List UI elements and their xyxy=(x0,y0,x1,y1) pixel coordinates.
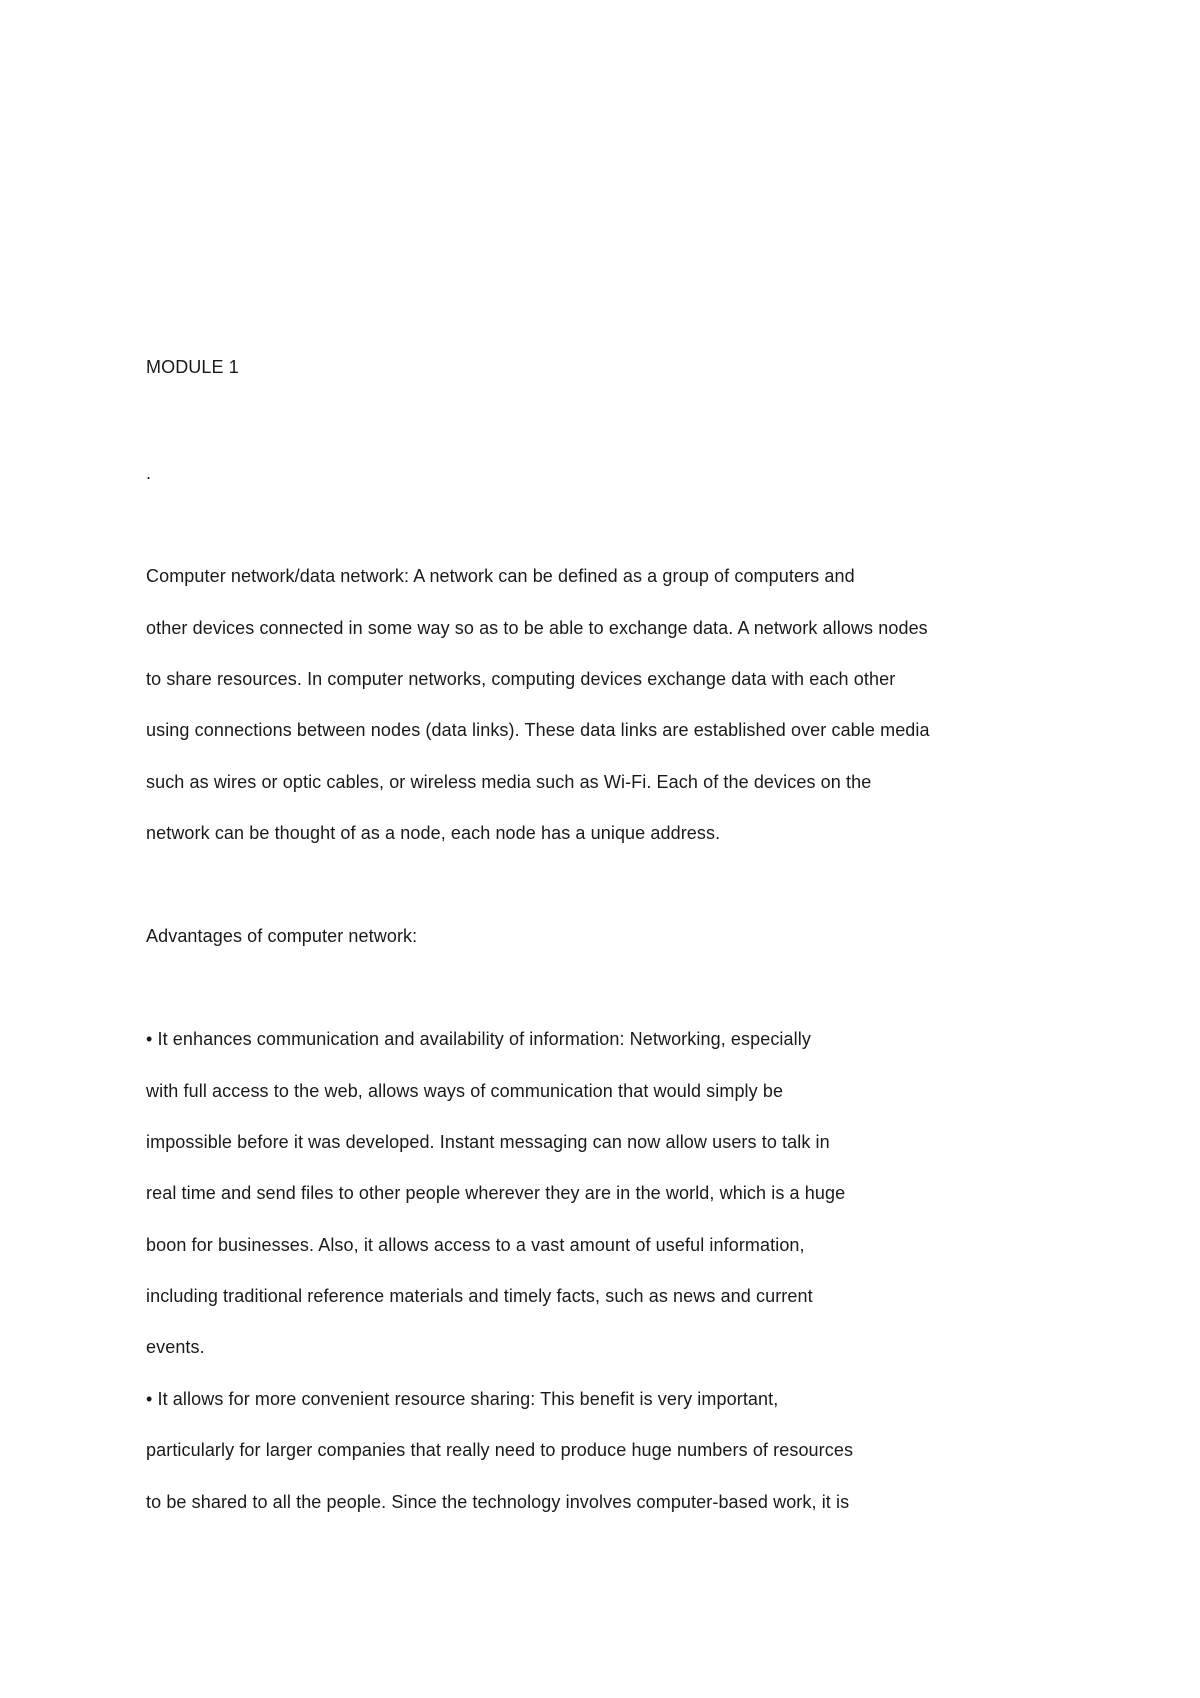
advantage-line: boon for businesses. Also, it allows access to a vast amount of useful information, xyxy=(146,1235,805,1255)
definition-line: using connections between nodes (data links). These data links are established over cable media xyxy=(146,720,930,740)
advantage-line: events. xyxy=(146,1337,205,1357)
advantage-line: • It enhances communication and availability of information: Networking, especially xyxy=(146,1029,811,1049)
advantage-line: • It allows for more convenient resource sharing: This benefit is very important, xyxy=(146,1389,779,1409)
definition-line: such as wires or optic cables, or wireless media such as Wi-Fi. Each of the devices on the xyxy=(146,772,872,792)
definition-line: other devices connected in some way so as to be able to exchange data. A network allows nodes xyxy=(146,618,928,638)
advantage-line: including traditional reference materials and timely facts, such as news and current xyxy=(146,1286,813,1306)
advantage-line: impossible before it was developed. Instant messaging can now allow users to talk in xyxy=(146,1132,830,1152)
module-heading: MODULE 1 xyxy=(146,357,239,377)
advantage-line: with full access to the web, allows ways of communication that would simply be xyxy=(146,1081,784,1101)
definition-line: Computer network/data network: A network can be defined as a group of computers and xyxy=(146,566,855,586)
advantage-line: particularly for larger companies that really need to produce huge numbers of resources xyxy=(146,1440,854,1460)
advantages-heading: Advantages of computer network: xyxy=(146,926,418,946)
definition-line: to share resources. In computer networks, computing devices exchange data with each other xyxy=(146,669,896,689)
advantage-line: to be shared to all the people. Since the technology involves computer-based work, it is xyxy=(146,1492,850,1512)
advantage-line: real time and send files to other people wherever they are in the world, which is a huge xyxy=(146,1183,846,1203)
separator-dot: . xyxy=(146,463,152,483)
definition-line: network can be thought of as a node, each node has a unique address. xyxy=(146,823,721,843)
